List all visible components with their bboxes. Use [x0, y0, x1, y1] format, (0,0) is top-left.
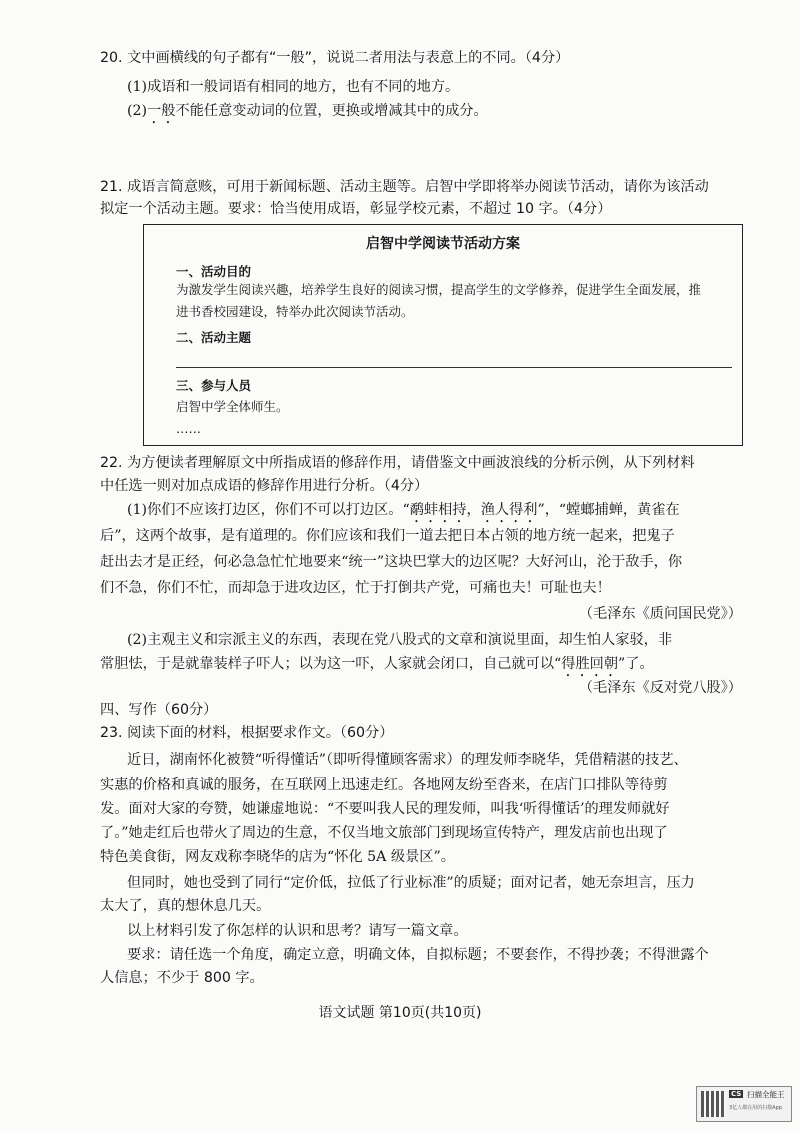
q21-stem-line2: 拟定一个活动主题。要求：恰当使用成语，彰显学校元素，不超过 10 字。（4分） [100, 201, 612, 217]
plan-section-participants: 三、参与人员 [176, 378, 252, 393]
q22-m2-line1: (2)主观主义和宗派主义的东西，表现在党八股式的文章和演说里面，却生怕人家驳，非 [127, 632, 673, 648]
plan-participants: 启智中学全体师生。 [176, 399, 289, 414]
q22-m1-source: （毛泽东《质问国民党》） [578, 606, 742, 622]
q22-m2-line2 [100, 654, 752, 680]
plan-purpose-line1: 为激发学生阅读兴趣，培养学生良好的阅读习惯，提高学生的文学修养，促进学生全面发展，推 [176, 282, 702, 297]
q20-stem: 20. 文中画横线的句子都有“一般”，说说二者用法与表意上的不同。（4分） [100, 50, 570, 66]
q21-stem-line1: 21. 成语言简意赅，可用于新闻标题、活动主题等。启智中学即将举办阅读节活动，请你为该活动 [100, 179, 709, 195]
m2-text-a: 常胆怯，于是就靠装样子吓人；以为这一吓，人家就会闭口，自己就可以“ [100, 656, 562, 672]
qr-code-icon [701, 1091, 725, 1117]
m1-dotted-idiom-1: 鹬蚌相持 [409, 502, 467, 518]
q22-m1-line4: 们不急，你们不忙，而却急于进攻边区，忙于打倒共产党，可痛也夫！可耻也夫！ [100, 580, 611, 596]
m1-text-a: (1)你们不应该打边区，你们不可以打边区。“ [127, 502, 410, 518]
q23-p1-line2: 实惠的价格和真诚的服务，在互联网上迅速走红。各地网友纷至沓来，在店门口排队等待剪 [100, 777, 668, 793]
theme-answer-line[interactable] [176, 367, 732, 368]
writing-section-title: 四、写作（60分） [100, 702, 218, 718]
q22-m2-source: （毛泽东《反对党八股》） [578, 680, 742, 696]
q22-stem-line2: 中任选一则对加点成语的修辞作用进行分析。（4分） [100, 478, 429, 494]
q23-requirements-line1: 要求：请任选一个角度，确定立意，明确文体，自拟标题；不要套作，不得抄袭；不得泄露个 [127, 947, 709, 963]
q23-p1-line3: 发。面对大家的夸赞，她谦虚地说：“不要叫我人民的理发师，叫我‘听得懂话’的理发师就好 [100, 801, 670, 817]
q20-sentence-2 [127, 101, 752, 127]
m1-text-c: ”，“螳螂捕蝉，黄雀在 [537, 502, 680, 518]
m1-dotted-idiom-2: 渔人得利 [480, 502, 538, 518]
plan-section-theme: 二、活动主题 [176, 330, 252, 345]
q20-dotted-word: 一般 [147, 103, 176, 119]
q23-p2-line2: 太大了，真的想休息几天。 [100, 898, 271, 914]
q23-prompt: 以上材料引发了你怎样的认识和思考？请写一篇文章。 [127, 923, 468, 939]
q23-p2-line1: 但同时，她也受到了同行“定价低，拉低了行业标准”的质疑；面对记者，她无奈坦言，压力 [127, 875, 695, 891]
q23-stem: 23. 阅读下面的材料，根据要求作文。（60分） [100, 725, 394, 741]
scanner-watermark [696, 1086, 792, 1122]
q20-s2-label: (2) [127, 103, 148, 119]
q22-stem-line1: 22. 为方便读者理解原文中所指成语的修辞作用，请借鉴文中画波浪线的分析示例，从下列材料 [100, 455, 695, 471]
q23-p1-line5: 特色美食街，网友戏称李晓华的店为“怀化 5A 级景区”。 [100, 849, 455, 865]
q22-m1-line3: 赶出去才是正经，何必急急忙忙地要来“统一”这块巴掌大的边区呢？大好河山，沦于敌手，你 [100, 554, 683, 570]
m2-text-b: ”了。 [618, 656, 654, 672]
plan-title: 启智中学阅读节活动方案 [366, 236, 520, 252]
page-footer: 语文试题 第10页(共10页) [318, 1005, 482, 1021]
q23-requirements-line2: 人信息；不少于 800 字。 [100, 970, 264, 986]
plan-section-purpose: 一、活动目的 [176, 264, 252, 279]
q23-p1-line4: 了。”她走红后也带火了周边的生意，不仅当地文旅部门到现场宣传特产，理发店前也出现了 [100, 825, 668, 841]
q23-p1-line1: 近日，湖南怀化被赞“听得懂话”（即听得懂顾客需求）的理发师李晓华，凭借精湛的技艺、 [127, 752, 688, 768]
q22-m1-line2: 后”，这两个故事，是有道理的。你们应该和我们一道去把日本占领的地方统一起来，把鬼子 [100, 528, 675, 544]
scanner-tagline: 3亿人都在用的扫描App [729, 1105, 782, 1111]
scanner-app-name: 扫描全能王 [747, 1090, 785, 1099]
q20-s2-text: 不能任意变动词的位置，更换或增减其中的成分。 [175, 103, 488, 119]
m2-dotted-idiom: 得胜回朝 [561, 656, 619, 672]
m1-text-b: ， [466, 502, 481, 518]
q20-sentence-1: (1)成语和一般词语有相同的地方，也有不同的地方。 [127, 79, 460, 95]
scanner-logo-badge: CS [731, 1090, 742, 1098]
plan-purpose-line2: 进书香校园建设，特举办此次阅读节活动。 [176, 304, 414, 319]
q22-m1-line1 [127, 500, 752, 526]
plan-ellipsis: …… [176, 421, 201, 436]
activity-plan-box [143, 224, 743, 446]
